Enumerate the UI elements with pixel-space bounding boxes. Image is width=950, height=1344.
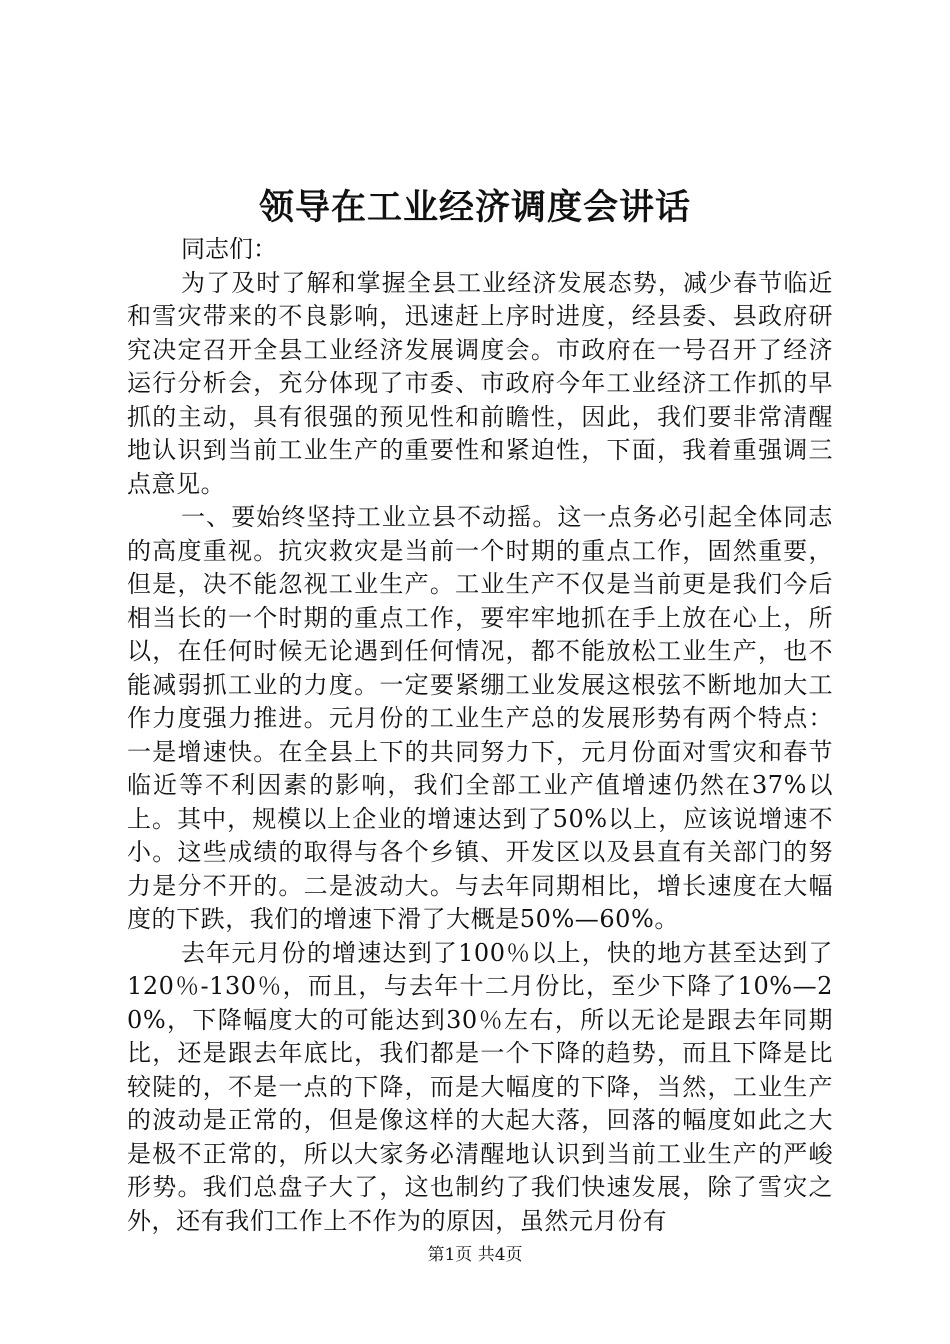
document-body	[127, 233, 833, 1238]
document-title: 领导在工业经济调度会讲话	[258, 187, 691, 228]
paragraph-2: 一、要始终坚持工业立县不动摇。这一点务必引起全体同志的高度重视。抗灾救灾是当前一个时期的重点工作，固然重要，但是，决不能忽视工业生产。工业生产不仅是当前更是我们今后相当长的一个时期的重点工作，要牢牢地抓在手上放在心上，所以，在任何时候无论遇到任何情况，都不能放松工业生产，也不能减弱抓工业的力度。一定要紧绷工业发展这根弦不断地加大工作力度强力推进。元月份的工业生产总的发展形势有两个特点：一是增速快。在全县上下的共同努力下，元月份面对雪灾和春节临近等不利因素的影响，我们全部工业产值增速仍然在37%以上。其中，规模以上企业的增速达到了50%以上，应该说增速不小。这些成绩的取得与各个乡镇、开发区以及县直有关部门的努力是分不开的。二是波动大。与去年同期相比，增长速度在大幅度的下跌，我们的增速下滑了大概是50%—60%。	[127, 503, 833, 933]
page-footer: 第1页 共4页	[427, 1245, 523, 1265]
paragraph-3: 去年元月份的增速达到了100％以上，快的地方甚至达到了120％-130％，而且，与去年十二月份比，至少下降了10%—20%，下降幅度大的可能达到30％左右，所以无论是跟去年同期比，还是跟去年底比，我们都是一个下降的趋势，而且下降是比较陡的，不是一点的下降，而是大幅度的下降，当然，工业生产的波动是正常的，但是像这样的大起大落，回落的幅度如此之大是极不正常的，所以大家务必清醒地认识到当前工业生产的严峻形势。我们总盘子大了，这也制约了我们快速发展，除了雪灾之外，还有我们工作上不作为的原因，虽然元月份有	[127, 938, 833, 1235]
paragraph-1: 为了及时了解和掌握全县工业经济发展态势，减少春节临近和雪灾带来的不良影响，迅速赶上序时进度，经县委、县政府研究决定召开全县工业经济发展调度会。市政府在一号召开了经济运行分析会，充分体现了市委、市政府今年工业经济工作抓的早抓的主动，具有很强的预见性和前瞻性，因此，我们要非常清醒地认识到当前工业生产的重要性和紧迫性，下面，我着重强调三点意见。	[127, 268, 833, 498]
greeting: 同志们：	[181, 235, 277, 263]
